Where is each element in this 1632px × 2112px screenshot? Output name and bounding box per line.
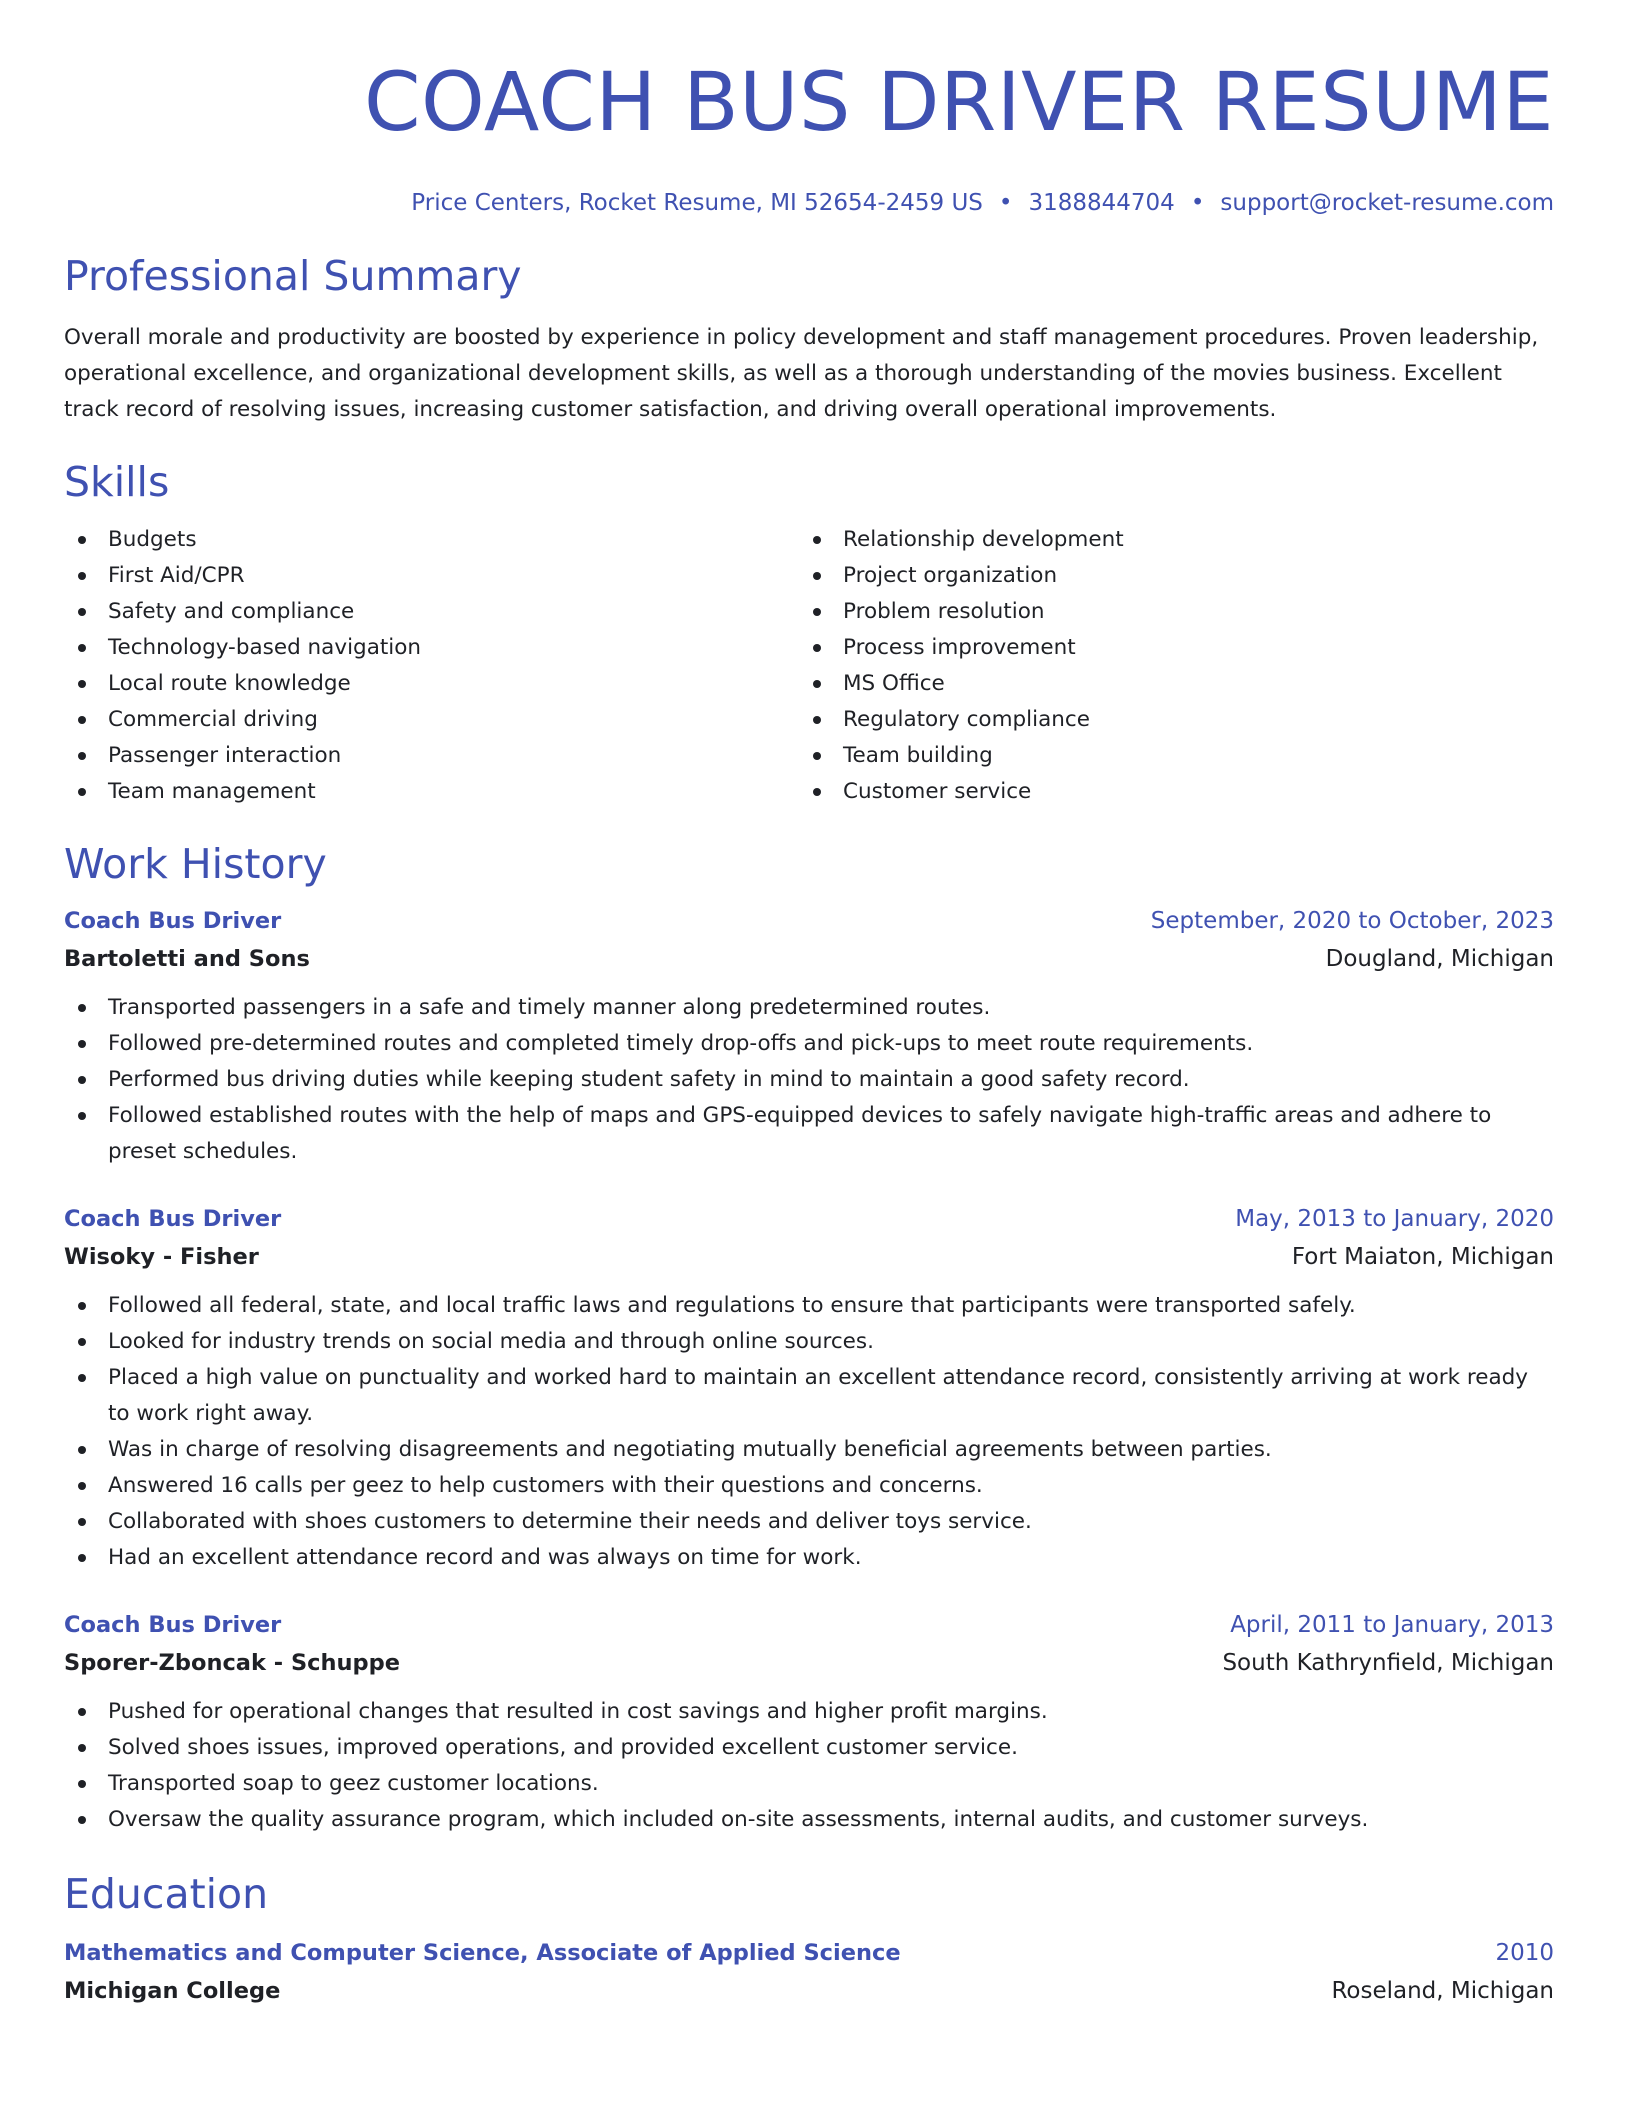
job-duty: Followed all federal, state, and local traffic laws and regulations to ensure that participants were transported safely. xyxy=(64,1288,1554,1324)
skill-item: Passenger interaction xyxy=(64,738,799,774)
job-title: Coach Bus Driver xyxy=(64,1206,282,1232)
job-duty: Was in charge of resolving disagreements and negotiating mutually beneficial agreements between parties. xyxy=(64,1432,1554,1468)
job-location: South Kathrynfield, Michigan xyxy=(1222,1650,1554,1676)
skills-list xyxy=(64,522,1554,810)
skill-item: Process improvement xyxy=(799,630,1534,666)
job-duty: Looked for industry trends on social media and through online sources. xyxy=(64,1324,1554,1360)
skill-item: Team building xyxy=(799,738,1534,774)
job-location: Fort Maiaton, Michigan xyxy=(1291,1244,1554,1270)
job-dates: September, 2020 to October, 2023 xyxy=(1150,908,1554,934)
job-company: Bartoletti and Sons xyxy=(64,946,310,972)
job-duties xyxy=(64,1694,1554,1838)
job-duty: Solved shoes issues, improved operations, and provided excellent customer service. xyxy=(64,1730,1554,1766)
contact-separator: • xyxy=(998,190,1013,216)
job-entry xyxy=(64,1606,1554,1838)
skill-item: Commercial driving xyxy=(64,702,799,738)
job-employer-row xyxy=(64,940,1554,978)
education-degree: Mathematics and Computer Science, Associate of Applied Science xyxy=(64,1940,901,1966)
job-duties xyxy=(64,1288,1554,1576)
job-duty: Collaborated with shoes customers to determine their needs and deliver toys service. xyxy=(64,1504,1554,1540)
education-location: Roseland, Michigan xyxy=(1331,1978,1554,2004)
job-duty: Followed established routes with the help of maps and GPS-equipped devices to safely navigate high-traffic areas and adhere to preset schedules. xyxy=(64,1098,1554,1170)
contact-email[interactable]: support@rocket-resume.com xyxy=(1220,190,1554,216)
contact-separator: • xyxy=(1190,190,1205,216)
skill-item: Budgets xyxy=(64,522,799,558)
education-degree-row xyxy=(64,1934,1554,1972)
job-duty: Answered 16 calls per geez to help customers with their questions and concerns. xyxy=(64,1468,1554,1504)
job-duty: Transported soap to geez customer locations. xyxy=(64,1766,1554,1802)
skill-item: Safety and compliance xyxy=(64,594,799,630)
job-dates: May, 2013 to January, 2020 xyxy=(1235,1206,1554,1232)
education-year: 2010 xyxy=(1495,1940,1554,1966)
contact-phone: 3188844704 xyxy=(1028,190,1175,216)
job-duty: Had an excellent attendance record and was always on time for work. xyxy=(64,1540,1554,1576)
contact-line xyxy=(64,188,1554,218)
skills-column-right xyxy=(799,522,1534,810)
job-header-row xyxy=(64,1606,1554,1644)
job-employer-row xyxy=(64,1238,1554,1276)
job-header-row xyxy=(64,1200,1554,1238)
education-entry xyxy=(64,1934,1554,2010)
skill-item: Problem resolution xyxy=(799,594,1534,630)
job-entry xyxy=(64,902,1554,1170)
job-title: Coach Bus Driver xyxy=(64,1612,282,1638)
work-history-heading: Work History xyxy=(64,840,327,888)
skill-item: Technology-based navigation xyxy=(64,630,799,666)
job-entry xyxy=(64,1200,1554,1576)
job-employer-row xyxy=(64,1644,1554,1682)
education-heading: Education xyxy=(64,1870,269,1918)
job-duty: Pushed for operational changes that resulted in cost savings and higher profit margins. xyxy=(64,1694,1554,1730)
education-school: Michigan College xyxy=(64,1978,281,2004)
skill-item: Customer service xyxy=(799,774,1534,810)
job-company: Wisoky - Fisher xyxy=(64,1244,259,1270)
skill-item: Local route knowledge xyxy=(64,666,799,702)
job-company: Sporer-Zboncak - Schuppe xyxy=(64,1650,400,1676)
skill-item: MS Office xyxy=(799,666,1534,702)
education-school-row xyxy=(64,1972,1554,2010)
contact-address: Price Centers, Rocket Resume, MI 52654-2459 US xyxy=(411,190,983,216)
job-dates: April, 2011 to January, 2013 xyxy=(1230,1612,1554,1638)
skills-heading: Skills xyxy=(64,458,170,506)
skill-item: First Aid/CPR xyxy=(64,558,799,594)
skill-item: Team management xyxy=(64,774,799,810)
job-duty: Followed pre-determined routes and completed timely drop-offs and pick-ups to meet route requirements. xyxy=(64,1026,1554,1062)
job-duty: Performed bus driving duties while keeping student safety in mind to maintain a good safety record. xyxy=(64,1062,1554,1098)
job-location: Dougland, Michigan xyxy=(1325,946,1554,972)
summary-heading: Professional Summary xyxy=(64,252,522,300)
skill-item: Project organization xyxy=(799,558,1534,594)
resume-title: COACH BUS DRIVER RESUME xyxy=(364,56,1554,150)
skill-item: Regulatory compliance xyxy=(799,702,1534,738)
job-duty: Oversaw the quality assurance program, which included on-site assessments, internal audits, and customer surveys. xyxy=(64,1802,1554,1838)
job-duty: Transported passengers in a safe and timely manner along predetermined routes. xyxy=(64,990,1554,1026)
job-duties xyxy=(64,990,1554,1170)
skill-item: Relationship development xyxy=(799,522,1534,558)
summary-text: Overall morale and productivity are boosted by experience in policy development and staff management procedures. Proven leadership, operational excellence, and organizational development skills, as well as a thorough understanding of the movies business. Excellent track record of resolving issues, increasing customer satisfaction, and driving overall operational improvements. xyxy=(64,325,1539,422)
skills-column-left xyxy=(64,522,799,810)
resume-page xyxy=(64,0,1554,2010)
job-title: Coach Bus Driver xyxy=(64,908,282,934)
job-header-row xyxy=(64,902,1554,940)
job-duty: Placed a high value on punctuality and worked hard to maintain an excellent attendance record, consistently arriving at work ready to work right away. xyxy=(64,1360,1554,1432)
